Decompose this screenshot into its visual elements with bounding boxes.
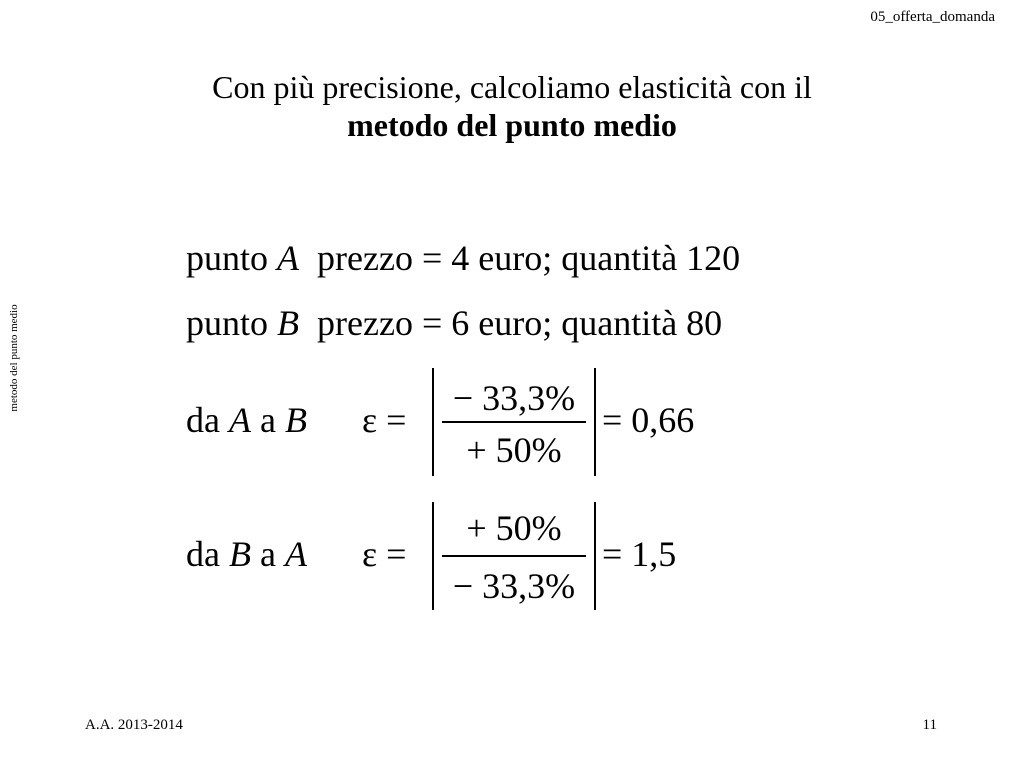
abs-value-bars-2: [432, 502, 596, 610]
elasticity-from: B: [228, 534, 251, 574]
elasticity-prefix: da: [186, 534, 220, 574]
point-a-var: A: [277, 238, 300, 278]
abs-value-bars-1: [432, 368, 596, 476]
elasticity-a-to-b-label: [186, 400, 307, 440]
elasticity-to: B: [284, 400, 307, 440]
elasticity-prefix: da: [186, 400, 220, 440]
fraction-bar-1: [442, 421, 586, 423]
title-line-2: metodo del punto medio: [347, 107, 677, 143]
elasticity-result-1: = 0,66: [602, 400, 695, 440]
elasticity-mid: a: [259, 400, 276, 440]
elasticity-symbol-1: ε =: [362, 400, 407, 440]
elasticity-mid: a: [259, 534, 276, 574]
point-a-row: [186, 238, 740, 278]
title-line-1: Con più precisione, calcoliamo elasticità con il: [212, 69, 812, 105]
fraction-denominator-1: + 50%: [466, 430, 562, 470]
point-b-label: punto: [186, 303, 269, 343]
point-a-text: prezzo = 4 euro; quantità 120: [317, 238, 741, 278]
point-b-text: prezzo = 6 euro; quantità 80: [317, 303, 723, 343]
point-b-var: B: [277, 303, 300, 343]
elasticity-to: A: [284, 534, 307, 574]
page-number: 11: [922, 717, 937, 733]
elasticity-result-2: = 1,5: [602, 534, 677, 574]
fraction-numerator-2: + 50%: [466, 508, 562, 548]
fraction-numerator-1: − 33,3%: [452, 378, 576, 418]
slide-title: [0, 68, 1024, 144]
side-label-text: metodo del punto medio: [8, 304, 20, 412]
point-a-label: punto: [186, 238, 269, 278]
fraction-denominator-2: − 33,3%: [452, 566, 576, 606]
elasticity-symbol-2: ε =: [362, 534, 407, 574]
elasticity-from: A: [228, 400, 251, 440]
elasticity-b-to-a-label: [186, 534, 307, 574]
fraction-bar-2: [442, 555, 586, 557]
academic-year: A.A. 2013-2014: [85, 717, 183, 733]
point-b-row: [186, 303, 722, 343]
file-label: 05_offerta_domanda: [870, 9, 995, 25]
